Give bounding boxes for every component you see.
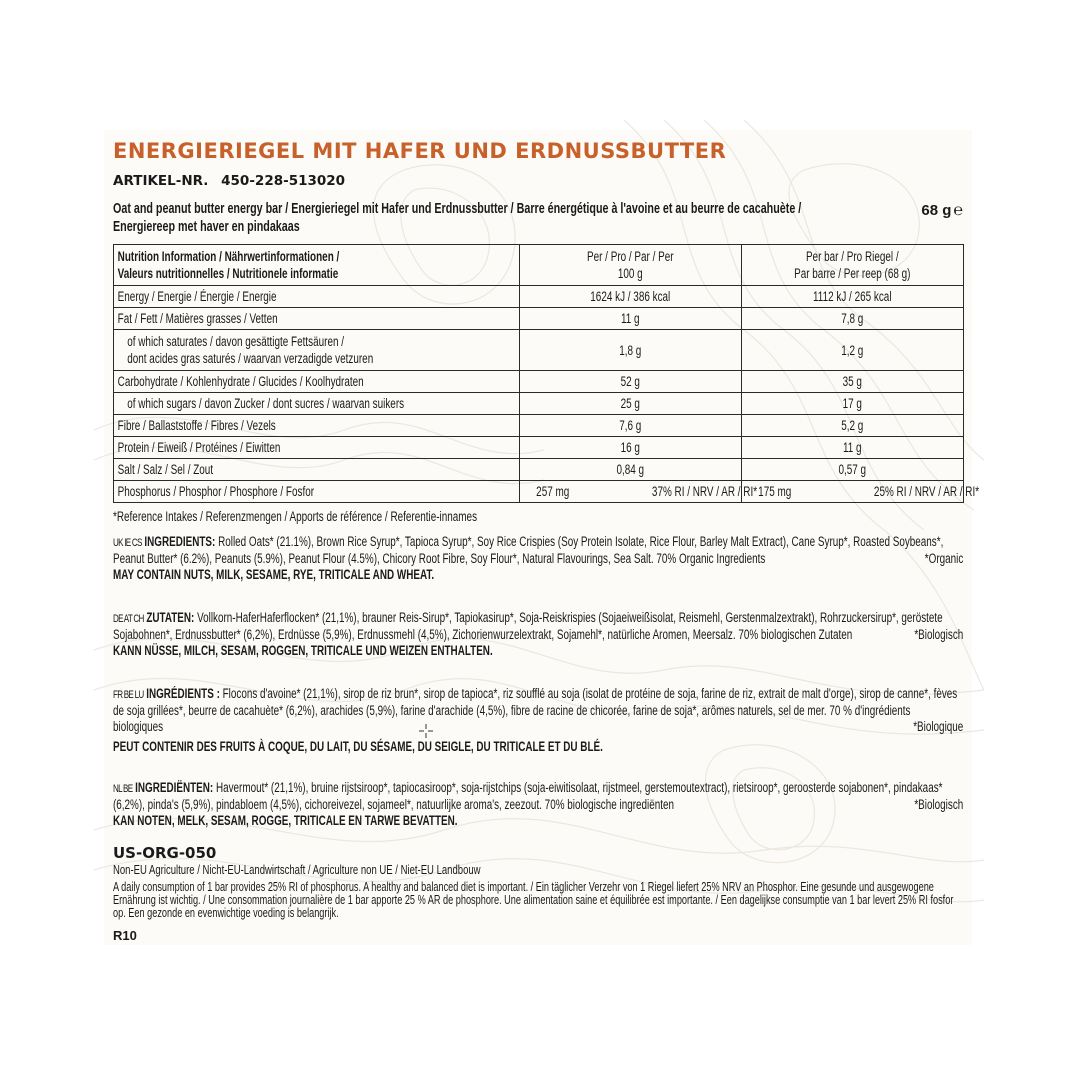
table-row [114,393,964,415]
flag-icons-fr: FR BE LU [113,689,144,701]
row-label: of which sugars / davon Zucker / dont sucres / waarvan suikers [127,396,405,411]
row-label: Protein / Eiweiß / Protéines / Eiwitten [117,440,281,455]
ingredients-text-en: Rolled Oats* (21.1%), Brown Rice Syrup*, Tapioca Syrup*, Soy Rice Crispies (Soy Protein Isolate, Rice Flour, Barley Malt Extract), Cane Syrup*, Roasted Soybeans*, Peanut Butter* (6.2%), Peanuts (5.9%), Peanut Flour (4.5%), Chicory Root Fibre, Soy Flour*, Natural Flavourings, Sea Salt. 70% Organic Ingredients [113,534,944,566]
row-per100: 25 g [620,396,641,411]
row-per100: 11 g [621,311,640,326]
product-name-row [113,200,963,238]
label-content [113,138,980,943]
row-perbar: 1112 kJ / 265 kcal [813,289,892,304]
flag-icons-en: UK IE CS [113,537,142,549]
row-label: Fibre / Ballaststoffe / Fibres / Vezels [117,418,276,433]
label-panel [104,130,980,945]
phosphorus-perbar-mg: 175 mg [758,484,792,499]
table-row [114,286,964,308]
header-col3-line1: Per bar / Pro Riegel / [806,249,899,264]
header-col3-line2: Par barre / Per reep (68 g) [794,266,911,281]
article-number [113,172,963,190]
allergy-note-nl: KAN NOTEN, MELK, SESAM, ROGGE, TRITICALE EN TARWE BEVATTEN. [113,813,458,828]
allergy-note-en: MAY CONTAIN NUTS, MILK, SESAME, RYE, TRITICALE AND WHEAT. [113,567,435,582]
certification-code: US-ORG-050 [113,844,217,862]
product-name: Oat and peanut butter energy bar / Energieriegel mit Hafer und Erdnussbutter / Barre énergétique à l'avoine et au beurre de cacahuète / Energiereep met haver en pindakaas [113,201,802,235]
row-perbar: 1,2 g [841,342,864,358]
organic-note-fr: *Biologique [913,719,964,734]
row-per100: 52 g [620,374,641,389]
organic-note-en: *Organic [924,551,964,566]
ingredients-heading-de: ZUTATEN: [146,610,195,625]
row-per100: 16 g [620,440,641,455]
ingredients-heading-nl: INGREDIËNTEN: [135,780,214,795]
row-perbar: 11 g [843,440,862,455]
header-col2-line1: Per / Pro / Par / Per [587,249,674,264]
phosphorus-per100-mg: 257 mg [536,484,570,499]
reference-note: *Reference Intakes / Referenzmengen / Apports de référence / Referentie-innames [113,509,478,524]
header-col1-line2: Valeurs nutritionnelles / Nutritionele informatie [117,266,339,281]
ingredients-text-fr: Flocons d'avoine* (21,1%), sirop de riz brun*, sirop de tapioca*, riz soufflé au soja (isolat de protéine de soja, farine de riz, extrait de malt d'orge), sirop de canne*, fèves de soja grillées*, beurre de cacahuète* (6,2%), arachides (5,9%), farine d'arachide (4,5%), fibre de racine de chicorée, farine de soja*, arômes naturels, sel de mer. 70 % d'ingrédients biologiques [113,686,958,734]
row-perbar: 7,8 g [841,311,864,326]
ingredients-text-nl: Havermout* (21,1%), bruine rijstsiroop*, tapiocasiroop*, soja-rijstchips (soja-eiwitisolaat, rijstmeel, gerstemoutextract), rietsiroop*, geroosterde sojabonen*, pindakaas* (6,2%), pinda's (5,9%), pindabloem (4,5%), cichoreivezel, sojameel*, natuurlijke aroma's, zeezout. 70% biologische ingrediënten [113,780,943,812]
row-label: Carbohydrate / Kohlenhydrate / Glucides / Koolhydraten [117,374,364,389]
row-per100: 1624 kJ / 386 kcal [590,289,671,304]
row-perbar: 5,2 g [841,418,864,433]
net-weight [921,202,963,220]
flag-icons-nl: NL BE [113,783,133,795]
ingredients-heading-fr: INGRÉDIENTS : [146,686,220,701]
row-label: of which saturates / davon gesättigte Fettsäuren / [127,334,344,349]
header-col2-line2: 100 g [618,266,643,281]
row-label: Energy / Energie / Énergie / Energie [117,289,277,304]
daily-consumption-note: A daily consumption of 1 bar provides 25% RI of phosphorus. A healthy and balanced diet is important. / Ein täglicher Verzehr von 1 Riegel liefert 25% NRV an Phosphor. Eine gesunde und ausgewogene Ernährung ist wichtig. / Une consommation journalière de 1 bar apporte 25 % AR de phosphore. Une alimentation saine et équilibrée est importante. / Een dagelijkse consumptie van 1 bar levert 25% RI fosfor op. Een gezonde en evenwichtige voeding is belangrijk. [113,880,954,920]
estimated-sign-icon: ℮ [953,202,963,219]
row-label: Phosphorus / Phosphor / Phosphore / Fosfor [117,484,315,499]
row-per100: 0,84 g [616,462,645,477]
table-row [114,308,964,330]
phosphorus-perbar-ri: 25% RI / NRV / AR / RI* [873,484,980,499]
table-row [114,415,964,437]
phosphorus-perbar [742,483,995,500]
weight-value: 68 g [921,202,952,219]
row-label-line2: dont acides gras saturés / waarvan verzadigde vetzuren [127,351,374,366]
revision-code: R10 [113,928,137,943]
article-value: 450-228-513020 [221,173,346,189]
table-row [114,330,964,371]
ingredients-de [113,610,963,676]
ingredients-en [113,534,963,600]
table-row [114,481,964,503]
ingredients-heading-en: INGREDIENTS: [144,534,216,549]
table-row [114,371,964,393]
allergy-note-fr: PEUT CONTENIR DES FRUITS À COQUE, DU LAIT, DU SÉSAME, DU SEIGLE, DU TRITICALE ET DU BLÉ. [113,739,603,754]
nutrition-table [113,244,980,503]
organic-note-de: *Biologisch [914,627,964,642]
row-perbar: 0,57 g [838,462,867,477]
header-col1-line1: Nutrition Information / Nährwertinformationen / [117,249,340,264]
row-per100: 7,6 g [619,418,642,433]
ingredients-nl [113,780,963,840]
flag-icons-de: DE AT CH [113,613,144,625]
row-label: Fat / Fett / Matières grasses / Vetten [117,311,278,326]
ingredients-fr [113,686,963,770]
table-header-row [114,245,964,286]
table-row [114,459,964,481]
phosphorus-per100 [520,483,773,500]
row-perbar: 35 g [842,374,863,389]
row-perbar: 17 g [842,396,863,411]
article-label: ARTIKEL-NR. [113,173,209,189]
agriculture-note: Non-EU Agriculture / Nicht-EU-Landwirtschaft / Agriculture non UE / Niet-EU Landbouw [113,862,481,877]
row-per100: 1,8 g [619,342,642,358]
product-title: ENERGIERIEGEL MIT HAFER UND ERDNUSSBUTTER [113,139,727,163]
row-label: Salt / Salz / Sel / Zout [117,462,214,477]
ingredients-text-de: Vollkorn-HaferHaferflocken* (21,1%), brauner Reis-Sirup*, Tapiokasirup*, Soja-Reiskrispies (Sojaeiweißisolat, Reismehl, Gerstenmalzextrakt), Rohrzuckersirup*, geröstete Sojabohnen*, Erdnussbutter* (6,2%), Erdnüsse (5,9%), Erdnussmehl (4,5%), Zichorienwurzelextrakt, Sojamehl*, natürliche Aromen, Meersalz. 70% biologischen Zutaten [113,610,943,642]
phosphorus-per100-ri: 37% RI / NRV / AR / RI* [651,484,758,499]
table-row [114,437,964,459]
allergy-note-de: KANN NÜSSE, MILCH, SESAM, ROGGEN, TRITICALE UND WEIZEN ENTHALTEN. [113,643,493,658]
organic-note-nl: *Biologisch [914,797,964,812]
